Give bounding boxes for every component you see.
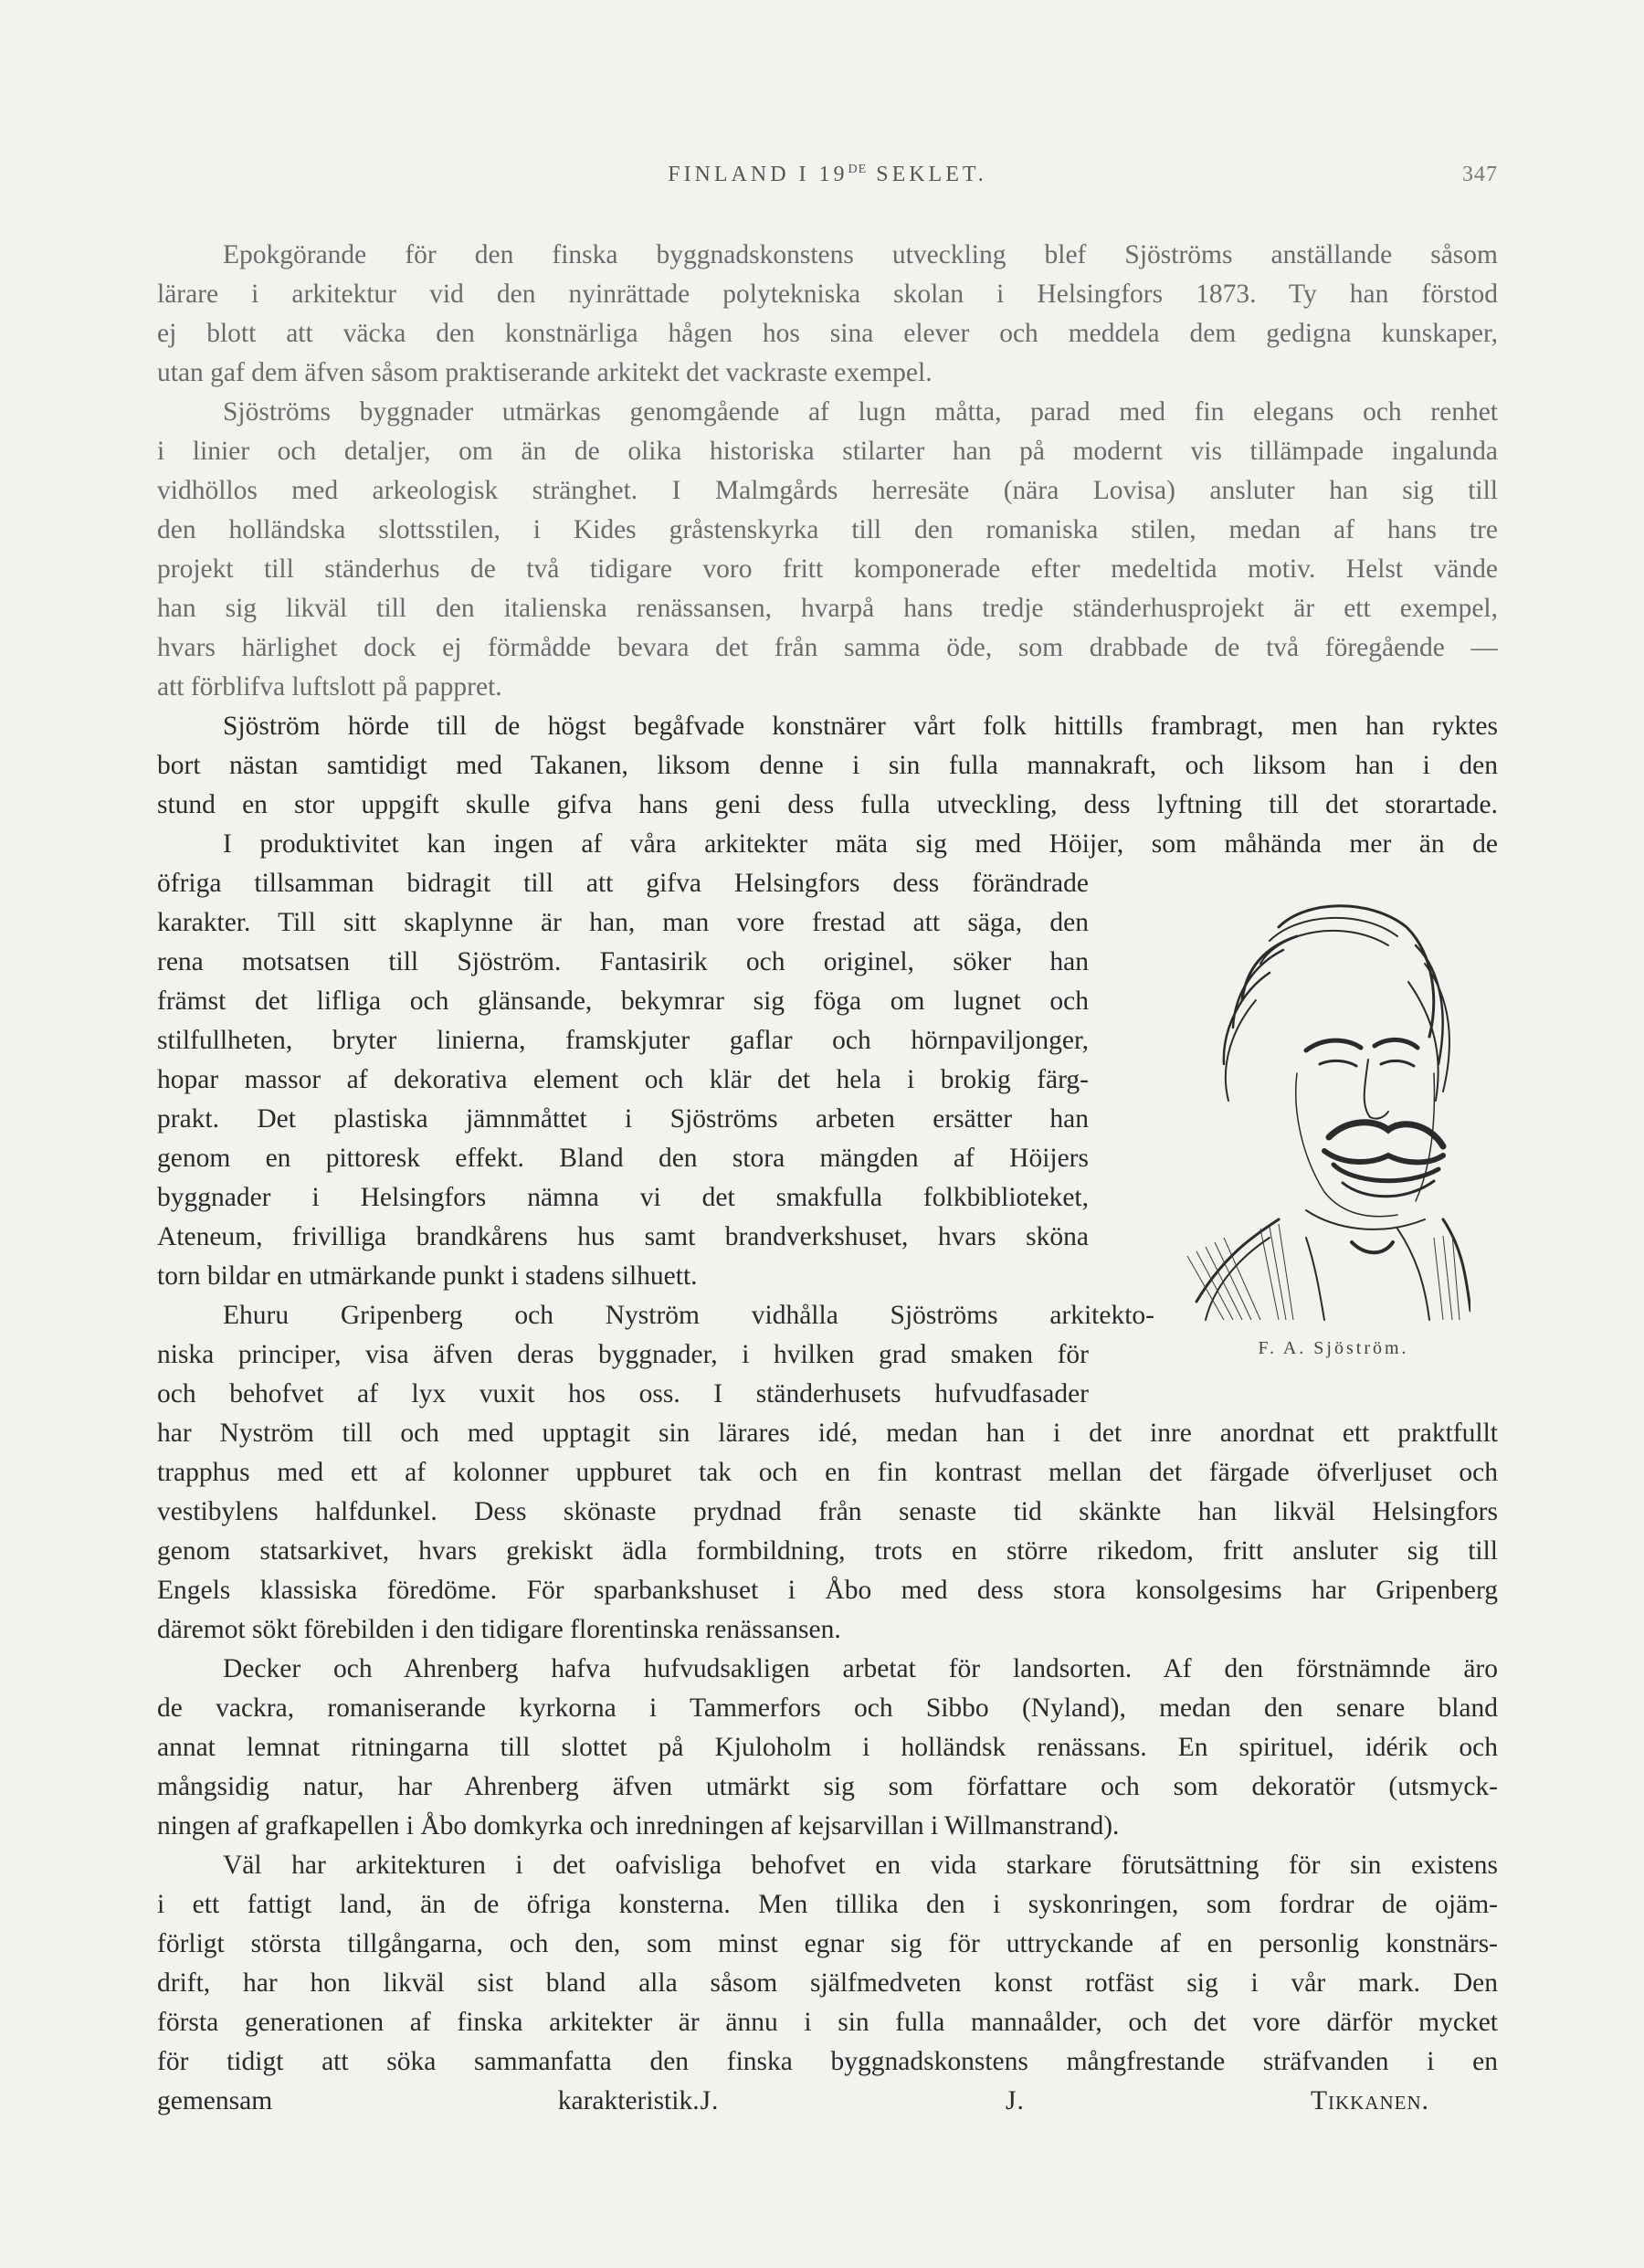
text-line: Väl har arkitekturen i det oafvisliga behofvet en vida starkare förutsättning för sin existens <box>223 1851 1498 1880</box>
text-line: och behofvet af lyx vuxit hos oss. I ständerhusets hufvudfasader <box>157 1379 1089 1408</box>
text-line: stund en stor uppgift skulle gifva hans geni dess fulla utveckling, dess lyftning till det storartade. <box>157 790 1498 819</box>
text-line: Engels klassiska föredöme. För sparbankshuset i Åbo med dess stora konsolgesims har Gripenberg <box>157 1576 1498 1605</box>
text-line: byggnader i Helsingfors nämna vi det smakfulla folkbiblioteket, <box>157 1183 1089 1212</box>
text-line: utan gaf dem äfven såsom praktiserande arkitekt det vackraste exempel. <box>157 358 933 387</box>
running-title: FINLAND I 19DE SEKLET. <box>668 163 987 186</box>
text-line: att förblifva luftslott på pappret. <box>157 672 502 701</box>
paragraph <box>157 236 1498 393</box>
text-line: Decker och Ahrenberg hafva hufvudsakligen arbetat för landsorten. Af den förstnämnde äro <box>223 1654 1498 1683</box>
text-line: karakter. Till sitt skaplynne är han, man vore frestad att säga, den <box>157 908 1089 937</box>
paragraph <box>157 707 1498 825</box>
text-line: Sjöströms byggnader utmärkas genomgående af lugn måtta, parad med fin elegans och renhet <box>223 397 1498 427</box>
text-line: i ett fattigt land, än de öfriga konsterna. Men tillika den i syskonringen, som fordrar de ojäm- <box>157 1890 1498 1919</box>
text-line: för tidigt att söka sammanfatta den finska byggnadskonstens mångfrestande sträfvanden i en <box>157 2047 1498 2076</box>
portrait-engraving <box>1169 891 1470 1329</box>
text-line: drift, har hon likväl sist bland alla såsom själfmedveten konst rotfäst sig i vår mark. Den <box>157 1968 1498 1998</box>
text-line: Sjöström hörde till de högst begåfvade konstnärer vårt folk hittills frambragt, men han ryktes <box>223 712 1498 741</box>
text-line: Epokgörande för den finska byggnadskonstens utveckling blef Sjöströms anställande såsom <box>223 240 1498 269</box>
paragraph <box>157 1414 1498 1650</box>
text-line: hopar massor af dekorativa element och klär det hela i brokig färg- <box>157 1065 1089 1094</box>
paragraph <box>157 825 1498 864</box>
page-number: 347 <box>1462 163 1498 186</box>
text-line: bort nästan samtidigt med Takanen, liksom denne i sin fulla mannakraft, och liksom han i den <box>157 751 1498 780</box>
text-line: i linier och detaljer, om än de olika historiska stilarter han på modernt vis tillämpade ingalunda <box>157 437 1498 466</box>
text-line: I produktivitet kan ingen af våra arkitekter mäta sig med Höijer, som måhända mer än de <box>223 829 1498 859</box>
text-line: torn bildar en utmärkande punkt i stadens silhuett. <box>157 1261 698 1291</box>
text-line: trapphus med ett af kolonner uppburet tak och en fin kontrast mellan det färgade öfverljuset och <box>157 1458 1498 1487</box>
running-header <box>157 163 1498 195</box>
text-line: niska principer, visa äfven deras byggnader, i hvilken grad smaken för <box>157 1340 1089 1369</box>
author-signature: J. J. Tikkanen. <box>700 2086 1429 2115</box>
closing-line <box>157 2082 1498 2121</box>
text-line: Ehuru Gripenberg och Nyström vidhålla Sjöströms arkitekto- <box>223 1301 1154 1330</box>
text-line: hvars härlighet dock ej förmådde bevara det från samma öde, som drabbade de två föregående — <box>157 633 1498 662</box>
text-line: mångsidig natur, har Ahrenberg äfven utmärkt sig som författare och som dekoratör (utsmyck- <box>157 1772 1498 1801</box>
paragraph <box>157 393 1498 707</box>
text-line: stilfullheten, bryter linierna, framskjuter gaflar och hörnpaviljonger, <box>157 1026 1089 1055</box>
text-line: vidhöllos med arkeologisk stränghet. I Malmgårds herresäte (nära Lovisa) ansluter han sig till <box>157 476 1498 505</box>
text-line: projekt till ständerhus de två tidigare voro fritt komponerade efter medeltida motiv. Helst vände <box>157 554 1498 584</box>
text-line: de vackra, romaniserande kyrkorna i Tammerfors och Sibbo (Nyland), medan den senare bland <box>157 1693 1498 1723</box>
text-line: har Nyström till och med upptagit sin lärares idé, medan han i det inre anordnat ett praktfullt <box>157 1419 1498 1448</box>
paragraph <box>157 1650 1498 1846</box>
text-line: första generationen af finska arkitekter är ännu i sin fulla mannaålder, och det vore därför mycket <box>157 2008 1498 2037</box>
text-line: lärare i arkitektur vid den nyinrättade polytekniska skolan i Helsingfors 1873. Ty han förstod <box>157 280 1498 309</box>
portrait-caption: F. A. Sjöström. <box>1258 1338 1409 1358</box>
text-line: förligt största tillgångarna, och den, som minst egnar sig för uttryckande af en personlig konstnärs- <box>157 1929 1498 1958</box>
text-line: Ateneum, frivilliga brandkårens hus samt brandverkshuset, hvars sköna <box>157 1222 1089 1251</box>
text-line: annat lemnat ritningarna till slottet på Kjuloholm i holländsk renässans. En spirituel, idérik och <box>157 1733 1498 1762</box>
text-line: genom en pittoresk effekt. Bland den stora mängden af Höijers <box>157 1144 1089 1173</box>
text-line: genom statsarkivet, hvars grekiskt ädla formbildning, trots en större rikedom, fritt ansluter sig till <box>157 1536 1498 1566</box>
text-line: ej blott att väcka den konstnärliga hågen hos sina elever och meddela dem gedigna kunskaper, <box>157 319 1498 348</box>
text-line: däremot sökt förebilden i den tidigare florentinska renässansen. <box>157 1615 841 1644</box>
text-line: öfriga tillsamman bidragit till att gifva Helsingfors dess förändrade <box>157 869 1089 898</box>
text-line: rena motsatsen till Sjöström. Fantasirik och originel, söker han <box>157 947 1089 976</box>
paragraph <box>157 1846 1498 2082</box>
text-line: ningen af grafkapellen i Åbo domkyrka och inredningen af kejsarvillan i Willmanstrand). <box>157 1811 1120 1841</box>
closing-text: gemensam karakteristik. <box>157 2086 700 2115</box>
text-line: främst det lifliga och glänsande, bekymrar sig föga om lugnet och <box>157 986 1089 1016</box>
text-line: den holländska slottsstilen, i Kides gråstenskyrka till den romaniska stilen, medan af hans tre <box>157 515 1498 544</box>
text-line: vestibylens halfdunkel. Dess skönaste prydnad från senaste tid skänkte han likväl Helsingfors <box>157 1497 1498 1526</box>
text-line: han sig likväl till den italienska renässansen, hvarpå hans tredje ständerhusprojekt är ett exempel, <box>157 594 1498 623</box>
text-line: prakt. Det plastiska jämnmåttet i Sjöströms arbeten ersätter han <box>157 1104 1089 1134</box>
